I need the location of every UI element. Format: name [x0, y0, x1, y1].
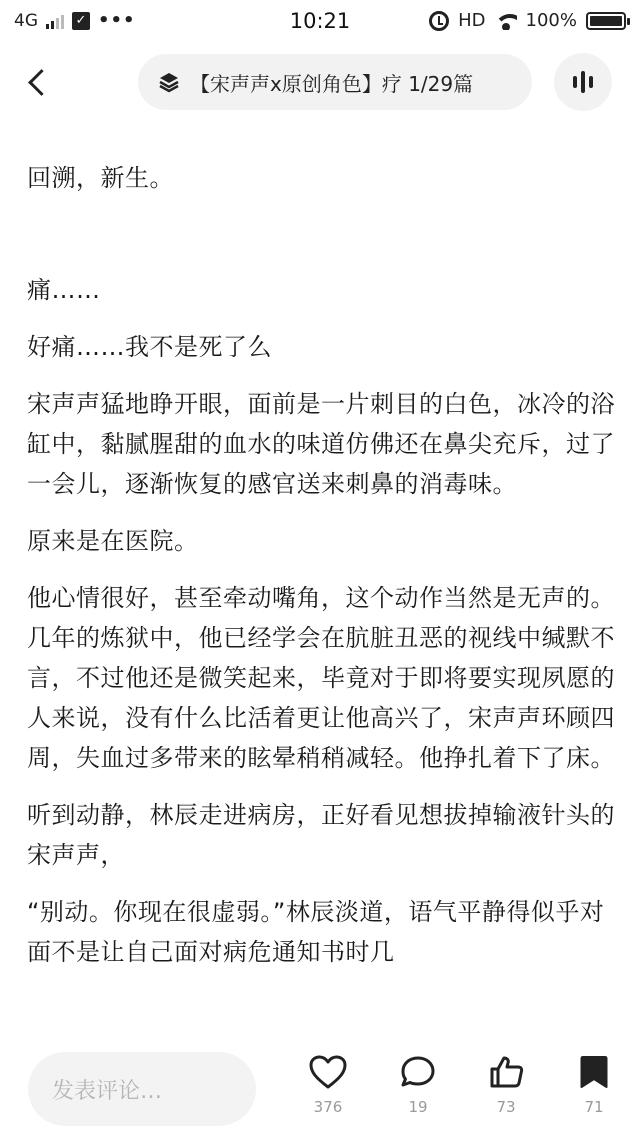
layers-icon [158, 71, 180, 93]
status-bar [0, 0, 640, 44]
paragraph: 回溯，新生。 [27, 164, 174, 192]
clock: 10:21 [289, 9, 351, 33]
paragraph: 他心情很好，甚至牵动嘴角，这个动作当然是无声的。几年的炼狱中，他已经学会在肮脏丑恶的视线中缄默不言，不过他还是微笑起来，毕竟对于即将要实现夙愿的人来说，没有什么比活着更让他高兴了，宋声声环顾四周，失血过多带来的眩晕稍稍减轻。他挣扎着下了床。 [27, 584, 615, 772]
hd-indicator: HD [458, 10, 486, 31]
status-right [429, 10, 626, 31]
heart-icon [308, 1054, 348, 1090]
comment-button[interactable] [388, 1054, 448, 1116]
thumbs-up-icon [486, 1054, 526, 1090]
recommend-button[interactable] [476, 1054, 536, 1116]
wifi-icon [495, 12, 517, 30]
battery-icon [586, 12, 626, 30]
comment-placeholder: 发表评论… [52, 1078, 163, 1104]
comment-bubble-icon [398, 1054, 438, 1090]
paragraph: 听到动静，林辰走进病房，正好看见想拔掉输液针头的宋声声， [27, 801, 615, 869]
recommend-count: 73 [496, 1098, 516, 1116]
article-body [27, 158, 617, 1048]
comment-count: 19 [408, 1098, 428, 1116]
paragraph: “别动。你现在很虚弱。”林辰淡道，语气平静得似乎对面不是让自己面对病危通知书时几 [27, 898, 605, 966]
bookmark-button[interactable] [564, 1054, 624, 1116]
comment-input[interactable] [28, 1052, 256, 1126]
chapter-title: 【宋声声x原创角色】疗 1/29篇 [190, 71, 474, 96]
back-button[interactable] [18, 62, 58, 102]
paragraph: 宋声声猛地睁开眼，面前是一片刺目的白色，冰冷的浴缸中，黏腻腥甜的血水的味道仿佛还在鼻尖充斥，过了一会儿，逐渐恢复的感官送来刺鼻的消毒味。 [27, 390, 615, 498]
nav-bar [0, 52, 640, 112]
alarm-icon [429, 11, 449, 31]
battery-percent: 100% [525, 10, 577, 31]
paragraph: 痛…… [27, 276, 101, 304]
more-notifications-icon: ••• [98, 10, 136, 31]
like-count: 376 [313, 1098, 343, 1116]
chapter-title-pill[interactable] [138, 54, 532, 110]
paragraph: 好痛……我不是死了么 [27, 333, 272, 361]
bookmark-count: 71 [584, 1098, 604, 1116]
network-type: 4G [14, 10, 38, 31]
bottom-action-bar [0, 1040, 640, 1138]
like-button[interactable] [298, 1054, 358, 1116]
paragraph: 原来是在医院。 [27, 527, 199, 555]
bookmark-icon [574, 1054, 614, 1090]
checkbox-notification-icon: ✓ [72, 12, 90, 30]
audio-listen-button[interactable] [554, 53, 612, 111]
